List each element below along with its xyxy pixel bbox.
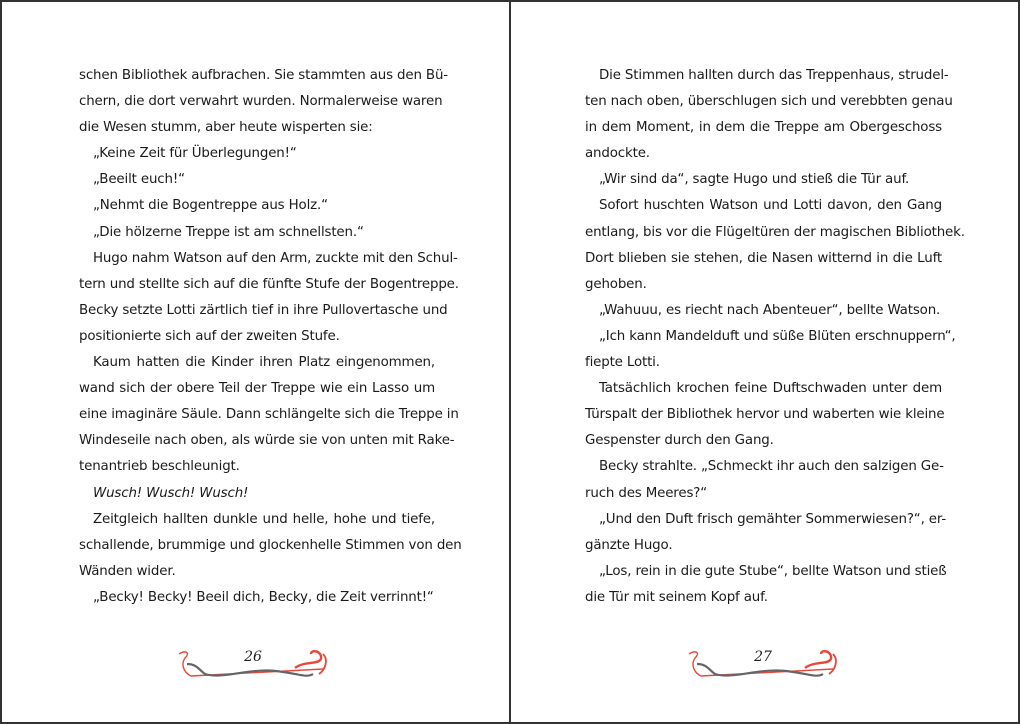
text-line: Becky setzte Lotti zärtlich tief in ihre Pullovertasche und	[79, 302, 448, 318]
text-line: „Becky! Becky! Beeil dich, Becky, die Zeit verrinnt!“	[93, 589, 434, 605]
right-page-text	[585, 63, 965, 611]
text-line: Sofort huschten Watson und Lotti davon, den Gang	[599, 198, 942, 214]
text-line: schallende, brummige und glockenhelle Stimmen von den	[79, 537, 462, 553]
left-page-text	[79, 63, 462, 611]
text-line: Wänden wider.	[79, 563, 176, 579]
text-line: „Wahuuu, es riecht nach Abenteuer“, bellte Watson.	[599, 302, 941, 318]
text-line: Wusch! Wusch! Wusch!	[93, 485, 249, 501]
text-line: wand sich der obere Teil der Treppe wie ein Lasso um	[79, 381, 435, 397]
text-line: fiepte Lotti.	[585, 355, 660, 371]
left-page	[0, 0, 509, 724]
text-line: Dort blieben sie stehen, die Nasen witternd in die Luft	[585, 250, 942, 266]
text-line: gänzte Hugo.	[585, 537, 673, 553]
page-number-ornament	[683, 646, 843, 686]
text-line: gehoben.	[585, 276, 647, 292]
text-line: chern, die dort verwahrt wurden. Normalerweise waren	[79, 94, 443, 110]
text-line: tern und stellte sich auf die fünfte Stufe der Bogentreppe.	[79, 276, 459, 292]
text-line: die Wesen stumm, aber heute wisperten sie:	[79, 120, 373, 136]
text-line: andockte.	[585, 146, 650, 162]
text-line: „Die hölzerne Treppe ist am schnellsten.“	[93, 224, 364, 240]
text-line: Hugo nahm Watson auf den Arm, zuckte mit den Schul-	[93, 250, 458, 266]
text-line: die Tür mit seinem Kopf auf.	[585, 589, 768, 605]
text-line: schen Bibliothek aufbrachen. Sie stammten aus den Bü-	[79, 68, 448, 83]
text-line: „Und den Duft frisch gemähter Sommerwiesen?“, er-	[599, 511, 947, 527]
text-line: in dem Moment, in dem die Treppe am Obergeschoss	[585, 120, 942, 136]
text-line: „Keine Zeit für Überlegungen!“	[93, 146, 297, 162]
text-line: ten nach oben, überschlugen sich und verebbten genau	[585, 94, 953, 110]
text-line: Kaum hatten die Kinder ihren Platz eingenommen,	[93, 355, 435, 371]
right-page	[511, 0, 1020, 724]
text-line: Windeseile nach oben, als würde sie von unten mit Rake-	[79, 433, 455, 449]
text-line: Zeitgleich hallten dunkle und helle, hohe und tiefe,	[93, 511, 435, 527]
text-line: Tatsächlich krochen feine Duftschwaden unter dem	[599, 381, 942, 397]
text-line: „Nehmt die Bogentreppe aus Holz.“	[93, 198, 328, 214]
text-line: Die Stimmen hallten durch das Treppenhaus, strudel-	[599, 68, 949, 83]
text-line: Becky strahlte. „Schmeckt ihr auch den salzigen Ge-	[599, 459, 944, 475]
text-line: Gespenster durch den Gang.	[585, 433, 774, 449]
page-number: 27	[754, 649, 772, 665]
text-line: „Wir sind da“, sagte Hugo und stieß die Tür auf.	[599, 172, 910, 188]
page-number-ornament	[173, 646, 333, 686]
text-line: ruch des Meeres?“	[585, 485, 708, 501]
text-line: „Beeilt euch!“	[93, 172, 185, 188]
text-line: „Ich kann Mandelduft und süße Blüten erschnuppern“,	[599, 328, 956, 344]
text-line: „Los, rein in die gute Stube“, bellte Watson und stieß	[599, 563, 947, 579]
text-line: eine imaginäre Säule. Dann schlängelte sich die Treppe in	[79, 407, 459, 423]
page-number: 26	[244, 649, 262, 665]
text-line: entlang, bis vor die Flügeltüren der magischen Bibliothek.	[585, 224, 965, 240]
text-line: positionierte sich auf der zweiten Stufe.	[79, 328, 340, 344]
text-line: Türspalt der Bibliothek hervor und waberten wie kleine	[585, 407, 945, 423]
text-line: tenantrieb beschleunigt.	[79, 459, 240, 475]
